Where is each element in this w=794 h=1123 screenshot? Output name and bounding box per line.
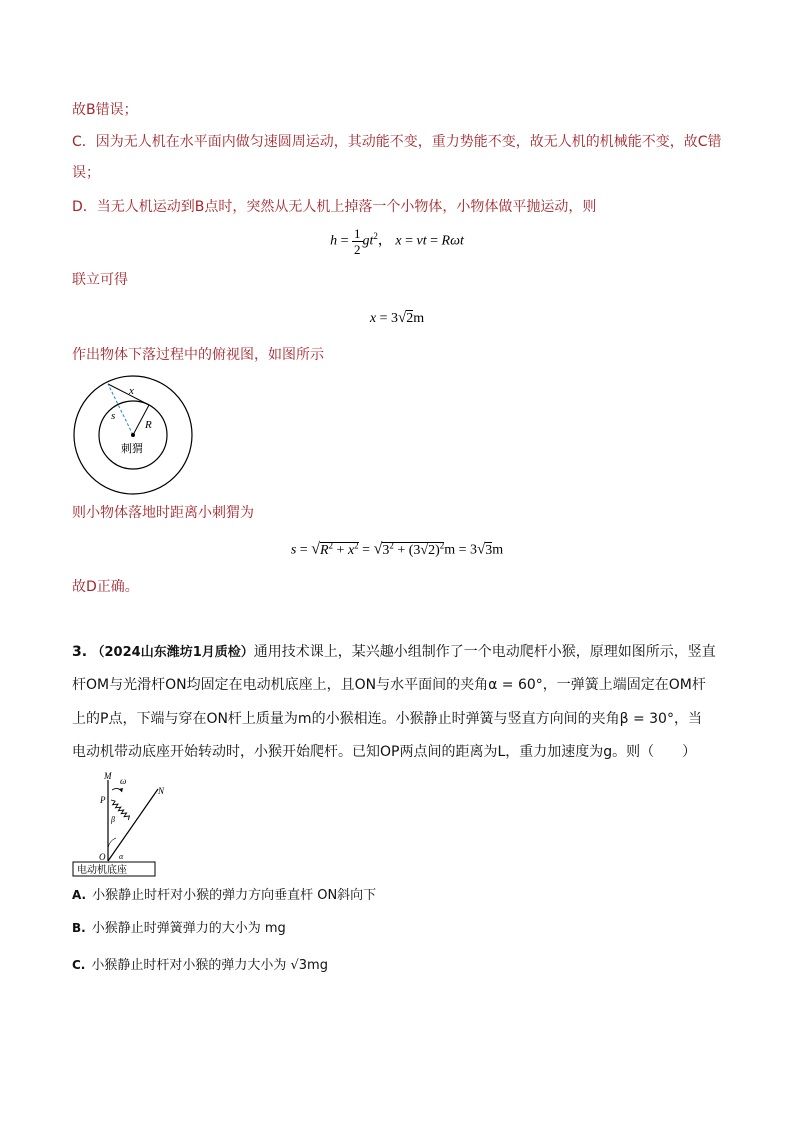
label-r: R	[145, 419, 152, 431]
top-view-diagram	[72, 374, 194, 496]
question3-line2: 杆OM与光滑杆ON均固定在电动机底座上，且ON与水平面间的夹角α = 60°，一弹簧上端固定在OM杆	[72, 677, 706, 693]
label-x: x	[129, 385, 134, 397]
equation-x: x = 3√2m	[369, 310, 425, 326]
label-alpha: α	[119, 852, 124, 861]
question-source: （2024山东潍坊1月质检）	[91, 645, 254, 660]
option-c-analysis-line2: 误；	[72, 165, 100, 181]
question3-line3: 上的P点，下端与穿在ON杆上质量为m的小猴相连。小猴静止时弹簧与竖直方向间的夹角β = 30°，当	[72, 711, 702, 727]
option-d-analysis-line1: D．当无人机运动到B点时，突然从无人机上掉落一个小物体，小物体做平抛运动，则	[72, 199, 597, 215]
option-text: 小猴静止时杆对小猴的弹力大小为 √3mg	[91, 958, 328, 973]
question3-line1	[72, 642, 716, 663]
option-key: C.	[72, 958, 86, 972]
question-text-1: 通用技术课上，某兴趣小组制作了一个电动爬杆小猴，原理如图所示，竖直	[253, 644, 716, 660]
label-hedgehog: 刺猬	[121, 443, 143, 455]
label-p: P	[100, 795, 106, 805]
topview-text: 作出物体下落过程中的俯视图，如图所示	[72, 347, 324, 363]
option-a[interactable]	[72, 885, 376, 906]
d-conclusion: 故D正确。	[72, 579, 139, 595]
b-conclusion: 故B错误；	[72, 102, 138, 118]
equation-s: $s = √R^2 + x^2 = √3^2 + (3√2)^2m = 3√3m$	[290, 540, 504, 558]
pole-diagram	[72, 770, 165, 878]
option-text: 小猴静止时弹簧弹力的大小为 mg	[91, 921, 286, 936]
center-dot	[131, 433, 135, 437]
label-beta: β	[111, 815, 115, 824]
pole-on	[108, 789, 158, 861]
option-key: B.	[72, 921, 86, 935]
option-c-analysis-line1: C．因为无人机在水平面内做匀速圆周运动，其动能不变，重力势能不变，故无人机的机械能不变，故C错	[72, 134, 722, 150]
label-base: 电动机底座	[77, 865, 127, 876]
option-c[interactable]	[72, 955, 328, 976]
option-key: A.	[72, 888, 87, 902]
label-n: N	[158, 786, 165, 796]
label-o: O	[99, 852, 106, 862]
distance-intro-text: 则小物体落地时距离小刺猬为	[72, 505, 254, 521]
label-m: M	[104, 771, 112, 781]
option-b[interactable]	[72, 918, 286, 939]
combine-text: 联立可得	[72, 272, 128, 288]
equation-fall: h = $\frac{1}{2}$ $gt^2$， x = vt = Rωt	[330, 226, 464, 257]
label-s: s	[111, 410, 116, 422]
label-omega: ω	[120, 776, 127, 786]
question-number: 3.	[72, 644, 88, 660]
question3-line4: 电动机带动底座开始转动时，小猴开始爬杆。已知OP两点间的距离为L，重力加速度为g。则（ ）	[72, 744, 697, 760]
option-text: 小猴静止时杆对小猴的弹力方向垂直杆 ON斜向下	[92, 888, 377, 903]
